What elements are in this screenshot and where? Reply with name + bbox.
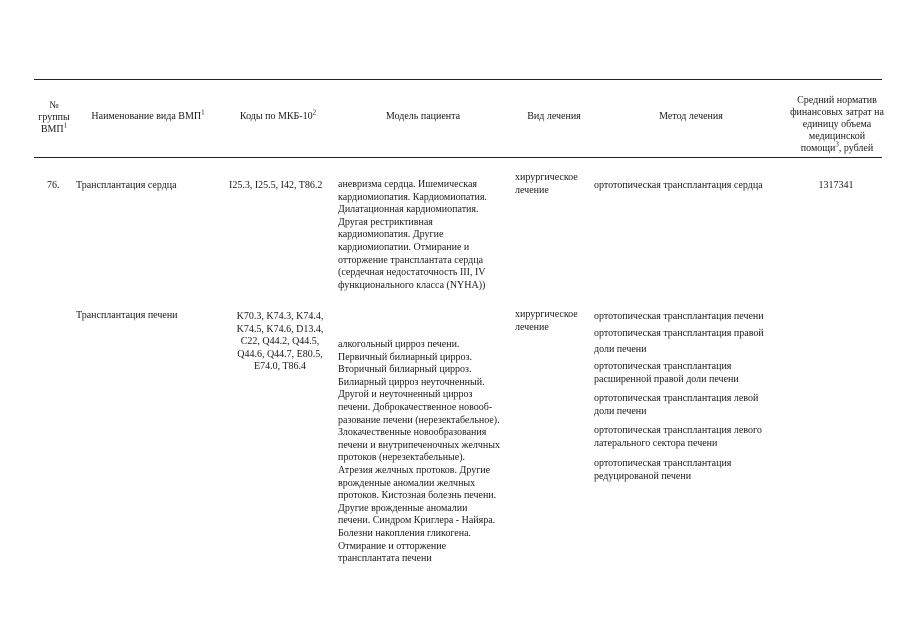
- row1-treatment-type: хирургическое лечение: [515, 172, 578, 196]
- header-codes: [228, 108, 328, 123]
- row2-method-2: ортотопическая трансплантация правой доли печени: [594, 328, 764, 355]
- row2-method-3: ортотопическая трансплантация расширенной правой доли печени: [594, 361, 739, 385]
- header-name: [78, 108, 218, 123]
- row2-method-5: ортотопическая трансплантация левого латерального сектора печени: [594, 425, 762, 449]
- header-codes-footnote: 2: [312, 108, 317, 117]
- row2-method-6: ортотопическая трансплантация редуцированой печени: [594, 458, 732, 482]
- row1-method-1: ортотопическая трансплантация сердца: [594, 180, 763, 191]
- row1-cost: 1317341: [818, 180, 854, 191]
- header-model: Модель пациента: [385, 111, 461, 122]
- header-cost-tail: , рублей: [838, 143, 874, 154]
- row1-model: аневризма сердца. Ишемическая кардиомиопатия. Кардиомиопатия. Дилатационная кардиомиопатия. Другая рестриктивная кардиомиопатия. Другие кардиомиопатии. Отмирание и отторжение трансплантата сердца (сердечная недостаточность III, IV функционального класса (NYHA)): [338, 179, 487, 291]
- row2-treatment-type: хирургическое лечение: [515, 309, 578, 333]
- header-method: Метод лечения: [659, 111, 723, 122]
- header-name-text: Наименование вида ВМП: [91, 111, 202, 122]
- header-num-text: № группы ВМП: [38, 100, 70, 135]
- row1-name: Трансплантация сердца: [76, 180, 177, 191]
- row2-codes: K70.3, K74.3, K74.4, K74.5, K74.6, D13.4, C22, Q44.2, Q44.5, Q44.6, Q44.7, E80.5, E74.0, T86.4: [236, 311, 324, 373]
- table-top-rule: [34, 79, 882, 80]
- row2-name: Трансплантация печени: [76, 310, 178, 321]
- row2-method-4: ортотопическая трансплантация левой доли печени: [594, 393, 759, 417]
- row1-num: 76.: [47, 180, 60, 191]
- row1-codes: I25.3, I25.5, I42, T86.2: [229, 180, 323, 191]
- header-treatment-type: Вид лечения: [527, 111, 581, 122]
- header-num: [34, 100, 74, 136]
- header-cost: [789, 95, 885, 155]
- header-codes-text: Коды по МКБ-10: [239, 111, 313, 122]
- row2-method-1: ортотопическая трансплантация печени: [594, 311, 764, 322]
- table-header-rule: [34, 157, 882, 158]
- header-cost-footnote: 3: [835, 140, 839, 149]
- header-cost-text: Средний норматив финансовых затрат на единицу объема медицинской помощи: [790, 95, 884, 154]
- row2-model: алкогольный цирроз печени. Первичный билиарный цирроз. Вторичный билиарный цирроз. Билиарный цирроз неуточненный. Другой и неуточненный цирроз печени. Доброкачественное новооб- разование печени (нерезектабельное). Злокачественные новообразования печени и внутрипеченочных желчных протоков (нерезектабельные). Атрезия желчных протоков. Другие врожденные аномалии желчных протоков. Кистозная болезнь печени. Другие врожденные аномалии печени. Синдром Криглера - Найяра. Болезни накопления гликогена. Отмирание и отторжение трансплантата печени: [338, 339, 500, 565]
- header-num-footnote: 1: [63, 121, 68, 130]
- header-name-footnote: 1: [201, 108, 205, 117]
